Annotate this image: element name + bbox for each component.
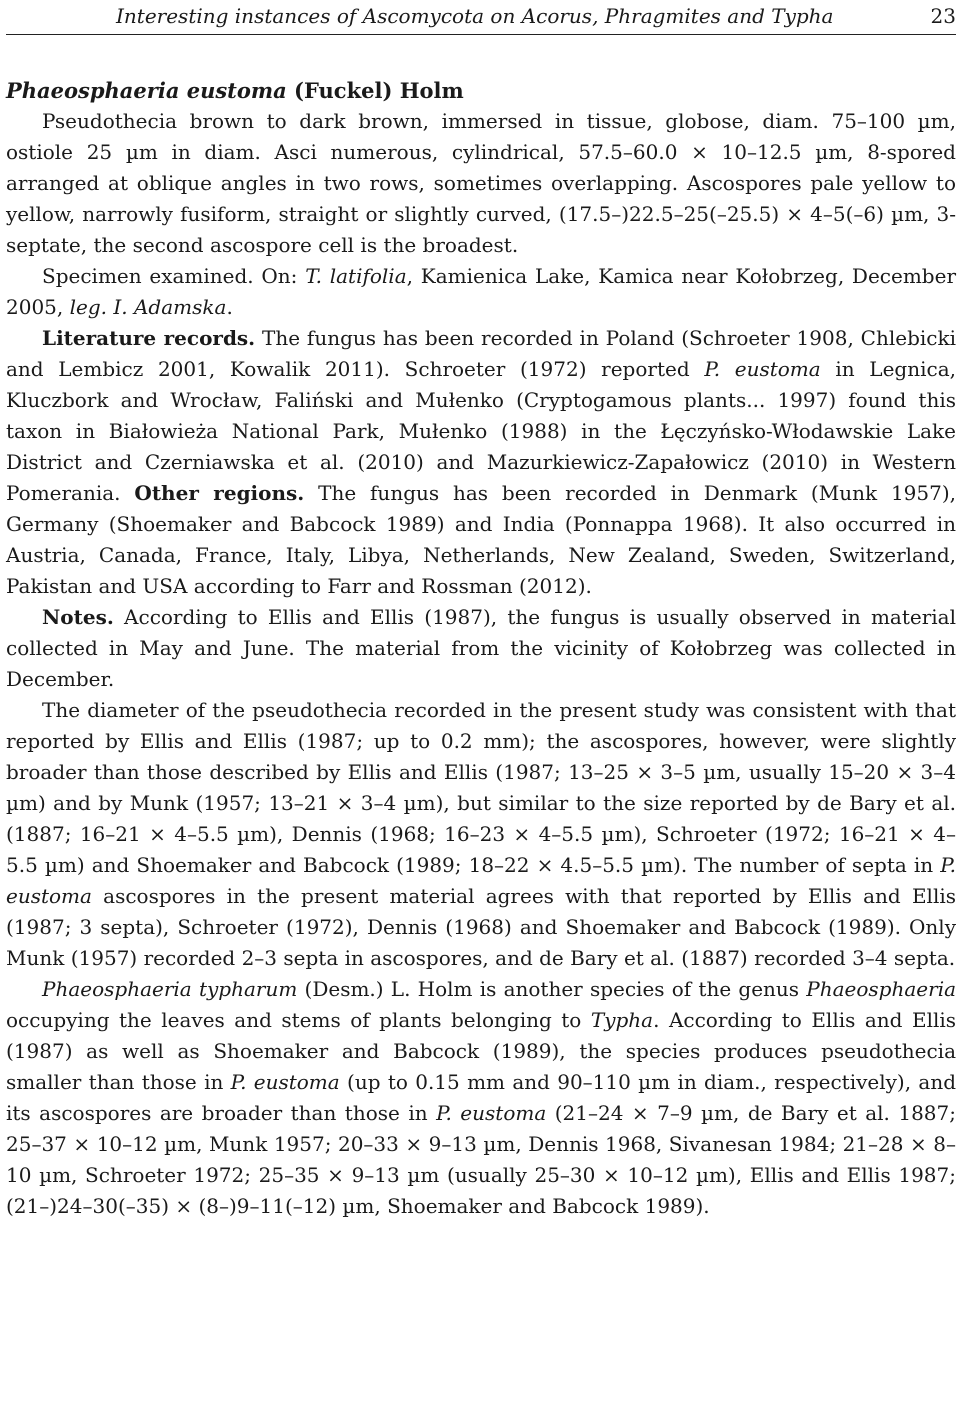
specimen-label: Specimen examined. On: — [42, 264, 298, 288]
species-heading — [6, 75, 956, 106]
typharum-taxon-2: P. eustoma — [230, 1070, 340, 1094]
diameter-text-1: The diameter of the pseudothecia recorded in the present study was consistent with that reported by Ellis and Ellis (1987; up to 0.2 mm); the ascospores, however, were slightly broader than those described by Ellis and Ellis (1987; 13–25 × 3–5 µm, usually 15–20 × 3–4 µm) and by Munk (1957; 13–21 × 3–4 µm), but similar to the size reported by de Bary et al. (1887; 16–21 × 4–5.5 µm), Dennis (1968; 16–23 × 4–5.5 µm), Schroeter (1972; 16–21 × 4–5.5 µm) and Shoemaker and Babcock (1989; 18–22 × 4.5–5.5 µm). The number of septa in — [6, 698, 956, 877]
literature-text-2: in Legnica, Kluczbork and Wrocław, Faliński and Mułenko (Cryptogamous plants... 1997) found this taxon in Białowieża National Park, Mułenko (1988) in the Łęczyńsko-Włodawskie Lake District and Czerniawska et al. (2010) and Mazurkiewicz-Zapałowicz (2010) in Western Pomerania. — [6, 357, 956, 505]
literature-paragraph — [6, 323, 956, 602]
specimen-paragraph — [6, 261, 956, 323]
specimen-end: . — [226, 295, 233, 319]
specimen-collector: leg. I. Adamska — [69, 295, 227, 319]
notes-paragraph — [6, 602, 956, 695]
typharum-taxon-3: P. eustoma — [436, 1101, 547, 1125]
description-paragraph: Pseudothecia brown to dark brown, immersed in tissue, globose, diam. 75–100 µm, ostiole 25 µm in diam. Asci numerous, cylindrical, 57.5–60.0 × 10–12.5 µm, 8-spored arranged at oblique angles in two rows, sometimes overlapping. Ascospores pale yellow to yellow, narrowly fusiform, straight or slightly curved, (17.5–)22.5–25(–25.5) × 4–5(–6) µm, 3-septate, the second ascospore cell is the broadest. — [6, 109, 956, 257]
running-head-title: Interesting instances of Ascomycota on Acorus, Phragmites and Typha — [116, 4, 834, 28]
specimen-locality: , Kamienica Lake, Kamica near Kołobrzeg, December 2005, — [6, 264, 957, 319]
typharum-genus: Phaeosphaeria — [806, 977, 957, 1001]
specimen-host: T. latifolia — [305, 264, 407, 288]
typharum-paragraph — [6, 974, 956, 1222]
page — [6, 0, 956, 1222]
literature-taxon: P. eustoma — [704, 357, 821, 381]
typharum-host: Typha — [590, 1008, 654, 1032]
typharum-text-3: . According to Ellis and Ellis (1987) as well as Shoemaker and Babcock (1989), the species produces pseudothecia smaller than those in — [6, 1008, 957, 1094]
species-name: Phaeosphaeria eustoma — [6, 78, 287, 103]
literature-text-1: The fungus has been recorded in Poland (Schroeter 1908, Chlebicki and Lembicz 2001, Kowalik 2011). Schroeter (1972) reported — [6, 326, 956, 381]
typharum-text-2: occupying the leaves and stems of plants belonging to — [6, 1008, 582, 1032]
species-authority: (Fuckel) Holm — [294, 78, 464, 103]
literature-label: Literature records. — [42, 326, 256, 350]
diameter-paragraph — [6, 695, 956, 974]
typharum-text-1: (Desm.) L. Holm is another species of the genus — [304, 977, 800, 1001]
other-regions-label: Other regions. — [134, 481, 305, 505]
running-head — [6, 0, 956, 35]
page-number: 23 — [930, 4, 956, 28]
diameter-taxon: P. eustoma — [6, 853, 956, 908]
notes-label: Notes. — [42, 605, 114, 629]
diameter-text-2: ascospores in the present material agrees with that reported by Ellis and Ellis (1987; 3 septa), Schroeter (1972), Dennis (1968) and Shoemaker and Babcock (1989). Only Munk (1957) recorded 2–3 septa in ascospores, and de Bary et al. (1887) recorded 3–4 septa. — [6, 884, 956, 970]
typharum-text-5: (21–24 × 7–9 µm, de Bary et al. 1887; 25–37 × 10–12 µm, Munk 1957; 20–33 × 9–13 µm, Dennis 1968, Sivanesan 1984; 21–28 × 8–10 µm, Schroeter 1972; 25–35 × 9–13 µm (usually 25–30 × 10–12 µm), Ellis and Ellis 1987; (21–)24–30(–35) × (8–)9–11(–12) µm, Shoemaker and Babcock 1989). — [6, 1101, 956, 1218]
literature-text-3: The fungus has been recorded in Denmark (Munk 1957), Germany (Shoemaker and Babcock 1989) and India (Ponnappa 1968). It also occurred in Austria, Canada, France, Italy, Libya, Netherlands, New Zealand, Sweden, Switzerland, Pakistan and USA according to Farr and Rossman (2012). — [6, 481, 957, 598]
notes-text: According to Ellis and Ellis (1987), the fungus is usually observed in material collected in May and June. The material from the vicinity of Kołobrzeg was collected in December. — [6, 605, 956, 691]
typharum-text-4: (up to 0.15 mm and 90–110 µm in diam., respectively), and its ascospores are broader than those in — [6, 1070, 957, 1125]
typharum-taxon: Phaeosphaeria typharum — [42, 977, 298, 1001]
